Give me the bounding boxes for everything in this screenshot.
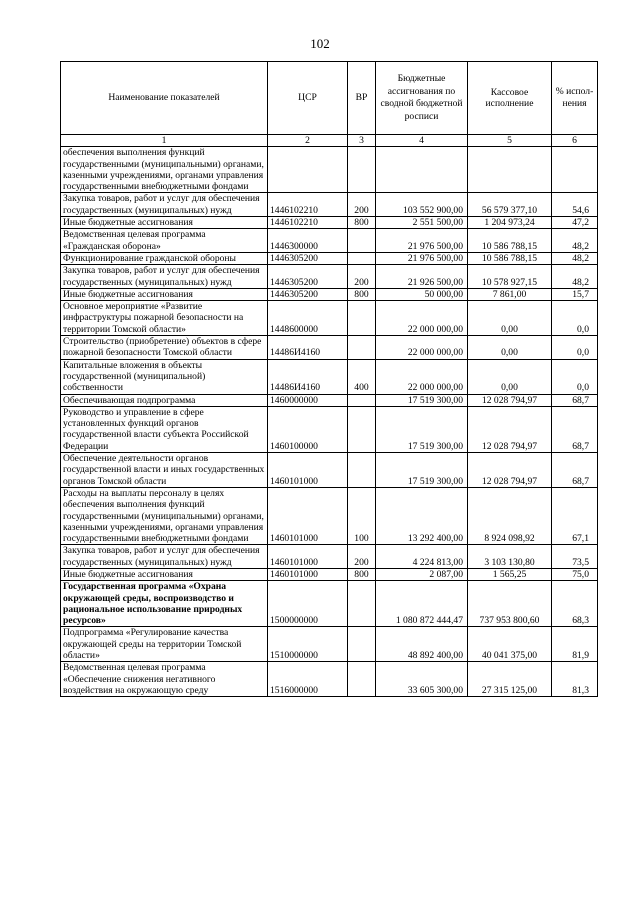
cell-csr: 1446305200 — [268, 288, 348, 300]
cell-name: Иные бюджетные ассигнования — [61, 568, 268, 580]
cell-csr: 1446300000 — [268, 229, 348, 253]
cell-csr: 14486И4160 — [268, 336, 348, 360]
cell-csr: 1446102210 — [268, 193, 348, 217]
cell-name: Закупка товаров, работ и услуг для обеспечения государственных (муниципальных) нужд — [61, 545, 268, 569]
column-number: 1 — [61, 135, 268, 147]
cell-budget: 103 552 900,00 — [376, 193, 468, 217]
cell-budget: 13 292 400,00 — [376, 487, 468, 544]
cell-csr: 1460101000 — [268, 487, 348, 544]
cell-budget: 1 080 872 444,47 — [376, 581, 468, 627]
table-row — [61, 193, 598, 217]
cell-budget: 2 087,00 — [376, 568, 468, 580]
cell-name: Строительство (приобретение) объектов в сфере пожарной безопасности Томской области — [61, 336, 268, 360]
cell-name: Государственная программа «Охрана окружающей среды, воспроизводство и рациональное использование природных ресурсов» — [61, 581, 268, 627]
cell-vr — [348, 662, 376, 697]
cell-csr: 1460101000 — [268, 568, 348, 580]
table-row — [61, 229, 598, 253]
cell-csr: 1460000000 — [268, 394, 348, 406]
cell-budget: 50 000,00 — [376, 288, 468, 300]
cell-csr: 1446102210 — [268, 217, 348, 229]
cell-name: Иные бюджетные ассигнования — [61, 217, 268, 229]
cell-vr: 100 — [348, 487, 376, 544]
cell-pct: 48,2 — [552, 229, 598, 253]
table-row — [61, 581, 598, 627]
cell-pct: 67,1 — [552, 487, 598, 544]
cell-pct: 68,7 — [552, 394, 598, 406]
cell-vr: 200 — [348, 193, 376, 217]
column-number: 3 — [348, 135, 376, 147]
cell-csr — [268, 147, 348, 193]
cell-name: Ведомственная целевая программа «Обеспечение снижения негативного воздействия на окружающую среду — [61, 662, 268, 697]
cell-name: Иные бюджетные ассигнования — [61, 288, 268, 300]
cell-csr: 1448600000 — [268, 301, 348, 336]
page-number: 102 — [310, 36, 330, 51]
cell-cash: 10 586 788,15 — [468, 252, 552, 264]
cell-pct — [552, 147, 598, 193]
cell-budget: 22 000 000,00 — [376, 336, 468, 360]
cell-name: Закупка товаров, работ и услуг для обеспечения государственных (муниципальных) нужд — [61, 193, 268, 217]
cell-cash: 1 565,25 — [468, 568, 552, 580]
cell-vr — [348, 336, 376, 360]
cell-cash — [468, 147, 552, 193]
cell-budget: 48 892 400,00 — [376, 627, 468, 662]
header-budget: Бюджетные ассигнования по сводной бюджетной росписи — [376, 62, 468, 135]
column-number: 5 — [468, 135, 552, 147]
cell-cash: 0,00 — [468, 301, 552, 336]
cell-pct: 47,2 — [552, 217, 598, 229]
column-number: 6 — [552, 135, 598, 147]
table-row — [61, 545, 598, 569]
cell-budget: 22 000 000,00 — [376, 301, 468, 336]
cell-budget: 21 926 500,00 — [376, 265, 468, 289]
cell-vr — [348, 229, 376, 253]
cell-cash: 737 953 800,60 — [468, 581, 552, 627]
cell-cash: 56 579 377,10 — [468, 193, 552, 217]
cell-csr: 1460100000 — [268, 406, 348, 452]
cell-cash: 1 204 973,24 — [468, 217, 552, 229]
header-cash: Кассовое исполнение — [468, 62, 552, 135]
cell-vr — [348, 453, 376, 488]
cell-budget: 22 000 000,00 — [376, 359, 468, 394]
table-row — [61, 662, 598, 697]
cell-pct: 68,7 — [552, 406, 598, 452]
cell-budget: 21 976 500,00 — [376, 252, 468, 264]
cell-name: Руководство и управление в сфере установленных функций органов государственной власти субъекта Российской Федерации — [61, 406, 268, 452]
cell-cash: 12 028 794,97 — [468, 453, 552, 488]
cell-vr — [348, 252, 376, 264]
cell-vr — [348, 406, 376, 452]
cell-pct: 15,7 — [552, 288, 598, 300]
table-row — [61, 453, 598, 488]
header-row — [61, 62, 598, 135]
table-row — [61, 394, 598, 406]
cell-budget: 33 605 300,00 — [376, 662, 468, 697]
cell-vr — [348, 394, 376, 406]
header-csr: ЦСР — [268, 62, 348, 135]
table-row — [61, 627, 598, 662]
cell-budget: 17 519 300,00 — [376, 394, 468, 406]
table-row — [61, 359, 598, 394]
header-vr: ВР — [348, 62, 376, 135]
table-row — [61, 336, 598, 360]
cell-budget: 21 976 500,00 — [376, 229, 468, 253]
table-row — [61, 487, 598, 544]
cell-name: Капитальные вложения в объекты государственной (муниципальной) собственности — [61, 359, 268, 394]
cell-vr: 800 — [348, 568, 376, 580]
cell-csr: 1510000000 — [268, 627, 348, 662]
cell-cash: 10 586 788,15 — [468, 229, 552, 253]
table-row — [61, 147, 598, 193]
cell-cash: 12 028 794,97 — [468, 406, 552, 452]
cell-budget: 17 519 300,00 — [376, 453, 468, 488]
table-row — [61, 217, 598, 229]
cell-csr: 1460101000 — [268, 453, 348, 488]
cell-pct: 75,0 — [552, 568, 598, 580]
cell-cash: 0,00 — [468, 359, 552, 394]
cell-budget — [376, 147, 468, 193]
cell-vr — [348, 147, 376, 193]
header-name: Наименование показателей — [61, 62, 268, 135]
column-number: 2 — [268, 135, 348, 147]
cell-budget: 17 519 300,00 — [376, 406, 468, 452]
cell-pct: 48,2 — [552, 252, 598, 264]
cell-csr: 1460101000 — [268, 545, 348, 569]
cell-cash: 3 103 130,80 — [468, 545, 552, 569]
cell-name: Функционирование гражданской обороны — [61, 252, 268, 264]
cell-name: Расходы на выплаты персоналу в целях обеспечения выполнения функций государственными (муниципальными) органами, казенными учреждениями, органами управления государственными внебюджетными фондами — [61, 487, 268, 544]
cell-csr: 1446305200 — [268, 252, 348, 264]
cell-pct: 48,2 — [552, 265, 598, 289]
cell-name: Закупка товаров, работ и услуг для обеспечения государственных (муниципальных) нужд — [61, 265, 268, 289]
cell-vr: 200 — [348, 545, 376, 569]
cell-pct: 54,6 — [552, 193, 598, 217]
cell-name: Обеспечивающая подпрограмма — [61, 394, 268, 406]
cell-vr — [348, 627, 376, 662]
column-number: 4 — [376, 135, 468, 147]
cell-csr: 1446305200 — [268, 265, 348, 289]
cell-vr: 800 — [348, 217, 376, 229]
cell-cash: 10 578 927,15 — [468, 265, 552, 289]
header-pct: % испол-нения — [552, 62, 598, 135]
table-row — [61, 288, 598, 300]
cell-csr: 14486И4160 — [268, 359, 348, 394]
table-row — [61, 252, 598, 264]
table-row — [61, 406, 598, 452]
cell-budget: 2 551 500,00 — [376, 217, 468, 229]
cell-cash: 8 924 098,92 — [468, 487, 552, 544]
cell-pct: 81,3 — [552, 662, 598, 697]
cell-budget: 4 224 813,00 — [376, 545, 468, 569]
table-row — [61, 265, 598, 289]
cell-name: Основное мероприятие «Развитие инфраструктуры пожарной безопасности на территории Томской области» — [61, 301, 268, 336]
cell-vr: 200 — [348, 265, 376, 289]
table-row — [61, 301, 598, 336]
cell-name: Обеспечение деятельности органов государственной власти и иных государственных органов Томской области — [61, 453, 268, 488]
cell-pct: 0,0 — [552, 336, 598, 360]
cell-pct: 0,0 — [552, 301, 598, 336]
table-row — [61, 568, 598, 580]
column-number-row — [61, 135, 598, 147]
cell-name: обеспечения выполнения функций государственными (муниципальными) органами, казенными учреждениями, органами управления государственными внебюджетными фондами — [61, 147, 268, 193]
cell-vr: 800 — [348, 288, 376, 300]
cell-cash: 12 028 794,97 — [468, 394, 552, 406]
cell-cash: 27 315 125,00 — [468, 662, 552, 697]
cell-cash: 7 861,00 — [468, 288, 552, 300]
cell-name: Ведомственная целевая программа «Гражданская оборона» — [61, 229, 268, 253]
budget-execution-table — [60, 61, 598, 697]
cell-pct: 81,9 — [552, 627, 598, 662]
cell-csr: 1500000000 — [268, 581, 348, 627]
cell-pct: 68,7 — [552, 453, 598, 488]
cell-name: Подпрограмма «Регулирование качества окружающей среды на территории Томской области» — [61, 627, 268, 662]
cell-pct: 73,5 — [552, 545, 598, 569]
cell-vr: 400 — [348, 359, 376, 394]
cell-vr — [348, 581, 376, 627]
cell-pct: 0,0 — [552, 359, 598, 394]
cell-cash: 0,00 — [468, 336, 552, 360]
cell-pct: 68,3 — [552, 581, 598, 627]
cell-csr: 1516000000 — [268, 662, 348, 697]
cell-cash: 40 041 375,00 — [468, 627, 552, 662]
cell-vr — [348, 301, 376, 336]
